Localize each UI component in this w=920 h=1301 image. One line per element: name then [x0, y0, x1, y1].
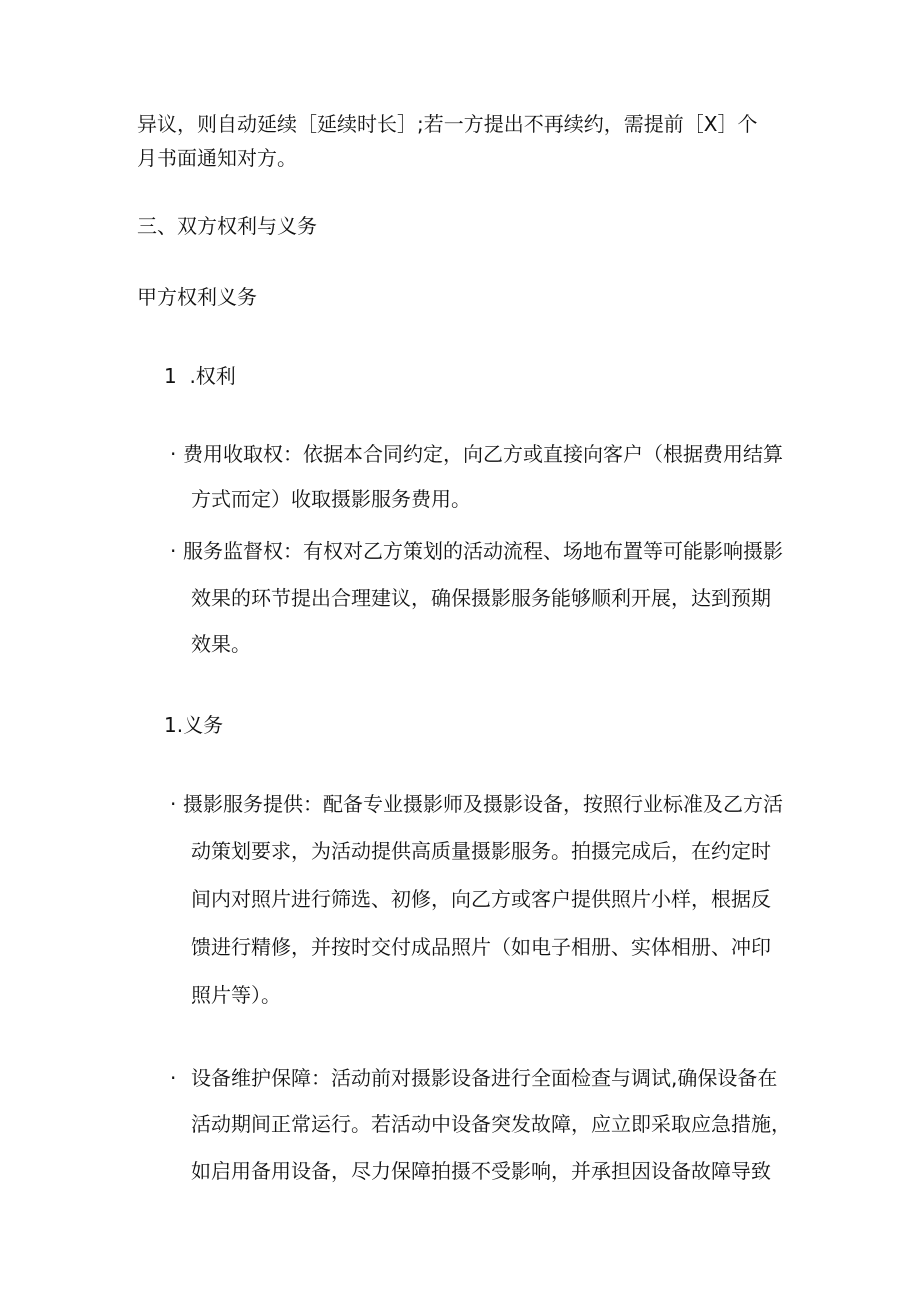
list-item-line: 设备维护保障：活动前对摄影设备进行全面检查与调试,确保设备在	[191, 1066, 778, 1090]
list-item-line: 服务监督权：有权对乙方策划的活动流程、场地布置等可能影响摄影	[183, 539, 783, 563]
bullet-icon: ·	[170, 792, 177, 816]
list-item-line: 效果的环节提出合理建议，确保摄影服务能够顺利开展，达到预期	[191, 586, 771, 610]
section-heading: 三、双方权利与义务	[137, 214, 317, 238]
list-item-line: 费用收取权：依据本合同约定，向乙方或直接向客户（根据费用结算	[183, 442, 783, 466]
rights-heading: 1 .权利	[164, 364, 236, 388]
list-item-line: 照片等）。	[191, 983, 281, 1007]
list-item-line: 效果。	[191, 632, 251, 656]
list-item-line: 动策划要求，为活动提供高质量摄影服务。拍摄完成后，在约定时	[191, 839, 771, 863]
list-item-line: 馈进行精修，并按时交付成品照片（如电子相册、实体相册、冲印	[191, 935, 771, 959]
bullet-icon: ·	[170, 539, 177, 563]
bullet-icon: ·	[170, 442, 177, 466]
bullet-icon: ·	[170, 1066, 177, 1090]
duties-heading: 1.义务	[164, 713, 224, 737]
list-item-line: 活动期间正常运行。若活动中设备突发故障，应立即采取应急措施，	[191, 1112, 791, 1136]
list-item-line: 方式而定）收取摄影服务费用。	[191, 487, 471, 511]
party-a-heading: 甲方权利义务	[137, 285, 257, 309]
list-item-line: 间内对照片进行筛选、初修，向乙方或客户提供照片小样，根据反	[191, 887, 771, 911]
intro-line-2: 月书面通知对方。	[137, 146, 297, 170]
intro-line-1: 异议，则自动延续［延续时长］;若一方提出不再续约，需提前［X］个	[137, 112, 758, 136]
list-item-line: 如启用备用设备，尽力保障拍摄不受影响，并承担因设备故障导致	[191, 1159, 771, 1183]
list-item-line: 摄影服务提供：配备专业摄影师及摄影设备，按照行业标准及乙方活	[183, 792, 783, 816]
